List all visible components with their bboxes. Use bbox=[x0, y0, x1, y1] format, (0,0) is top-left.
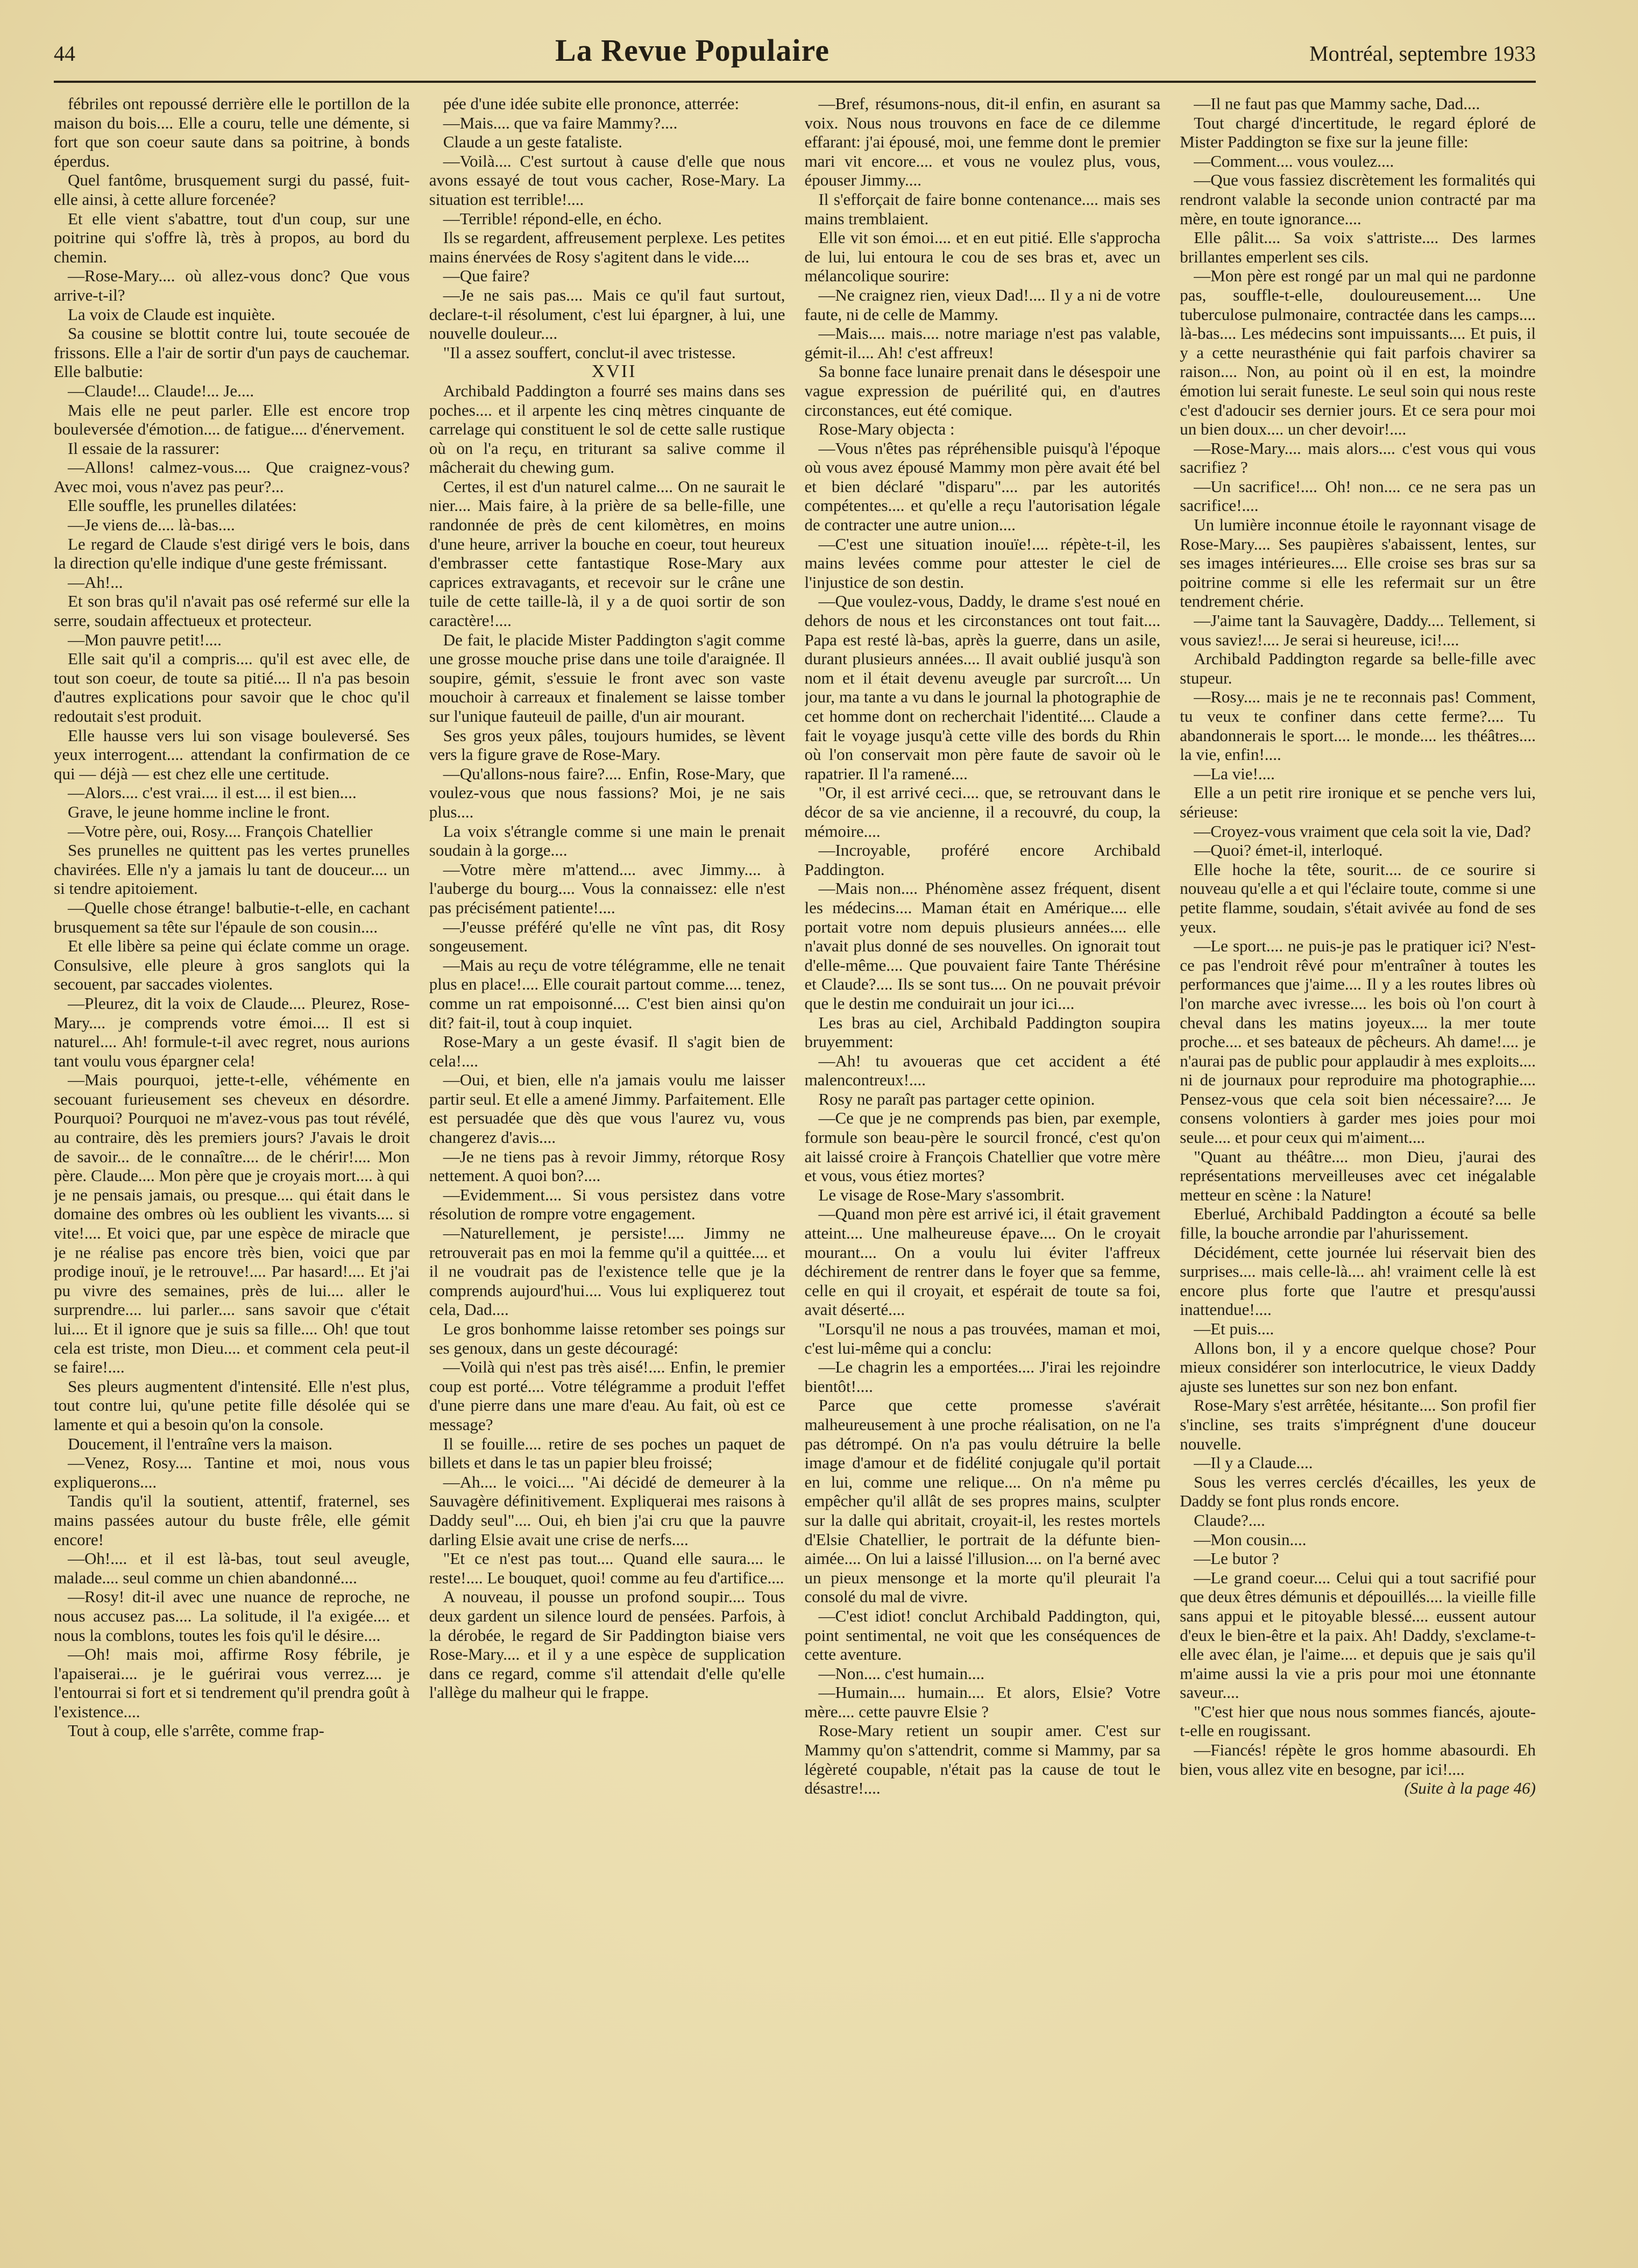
paragraph: Rose-Mary retient un soupir amer. C'est sur Mammy qu'on s'attendrit, comme si Mammy, par sa légèreté coupable, n'était pas la cause de tout le désastre!.... bbox=[804, 1721, 1161, 1798]
paragraph: —Ce que je ne comprends pas bien, par exemple, formule son beau-père le sourcil froncé, c'est qu'on ait laissé croire à François Chatellier que votre mère et vous, vous étiez mortes? bbox=[804, 1108, 1161, 1185]
paragraph: —Votre père, oui, Rosy.... François Chatellier bbox=[68, 821, 373, 841]
paragraph: Et elle vient s'abattre, tout d'un coup, sur une poitrine qui s'offre là, très à propos, au bord du chemin. bbox=[54, 209, 410, 266]
paragraph: —Mais non.... Phénomène assez fréquent, disent les médecins.... Maman était en Amérique.... elle portait votre nom depuis plusieurs années.... elle n'avait plus donné de ses nouvelles. On ignorait tout d'elle-même.... Que pouvaient faire Tante Thérésine et Claude?.... Ils se sont tus.... On ne pouvait prévoir que le destin me conduirait un jour ici.... bbox=[804, 879, 1161, 1013]
paragraph: Claude?.... bbox=[1194, 1510, 1265, 1530]
paragraph: —Je ne sais pas.... Mais ce qu'il faut surtout, declare-t-il résolument, c'est lui épargner, à lui, une nouvelle douleur.... bbox=[429, 285, 785, 343]
paragraph: —Comment.... vous voulez.... bbox=[1194, 151, 1394, 170]
paragraph: Ses gros yeux pâles, toujours humides, se lèvent vers la figure grave de Rose-Mary. bbox=[429, 726, 785, 764]
paragraph: pée d'une idée subite elle prononce, atterrée: bbox=[443, 94, 740, 113]
paragraph: Il s'efforçait de faire bonne contenance.... mais ses mains tremblaient. bbox=[804, 189, 1161, 228]
paragraph: —Mais.... que va faire Mammy?.... bbox=[443, 113, 678, 132]
paragraph: —Que vous fassiez discrètement les formalités qui rendront valable la seconde union contracté par ma mère, en toute ignorance.... bbox=[1180, 170, 1536, 228]
paragraph: Tandis qu'il la soutient, attentif, fraternel, ses mains passées autour du buste frêle, elle gémit encore! bbox=[54, 1491, 410, 1549]
paragraph: Claude a un geste fataliste. bbox=[443, 132, 622, 152]
paragraph: —Incroyable, proféré encore Archibald Paddington. bbox=[804, 841, 1161, 879]
paragraph: —Ah.... le voici.... "Ai décidé de demeurer à la Sauvagère définitivement. Expliquerai mes raisons à Daddy seul".... Oui, eh bien j'ai cru que la pauvre darling Elsie avait une crise de nerfs.... bbox=[429, 1472, 785, 1549]
paragraph: —La vie!.... bbox=[1194, 764, 1275, 783]
paragraph: Tout à coup, elle s'arrête, comme frap- bbox=[68, 1721, 324, 1740]
paragraph: —Ah! tu avoueras que cet accident a été malencontreux!.... bbox=[804, 1051, 1161, 1090]
paragraph: —Alors.... c'est vrai.... il est.... il est bien.... bbox=[68, 783, 357, 802]
paragraph: —Mais pourquoi, jette-t-elle, véhémente en secouant furieusement ses cheveux en désordre. Pourquoi? Pourquoi ne m'avez-vous pas tout révélé, au contraire, dès les premiers jours? J'avais le droit de savoir... de le connaître.... de le chérir!.... Mon père. Claude.... Mon père que je croyais mort.... à qui je ne pensais jamais, ou presque.... qui était dans le domaine des ombres où les oublient les vivants.... si vite!.... Et voici que, par une espèce de miracle que je ne réalise pas encore très bien, voici que par prodige inouï, je le retrouve!.... Par hasard!.... Et j'ai pu vivre des semaines, près de lui.... aller le surprendre.... lui parler.... sans savoir que c'était lui.... Et il ignore que je suis sa fille.... Oh! que tout cela est triste, mon Dieu.... et comment cela peut-il se faire!.... bbox=[54, 1070, 410, 1377]
article-columns bbox=[54, 94, 1536, 2221]
paragraph: Décidément, cette journée lui réservait bien des surprises.... mais celle-là.... ah! vraiment celle là est encore plus forte que l'autre et presqu'aussi inattendue!.... bbox=[1180, 1242, 1536, 1319]
paragraph: Ils se regardent, affreusement perplexe. Les petites mains énervées de Rosy s'agitent dans le vide.... bbox=[429, 228, 785, 266]
paragraph: Et son bras qu'il n'avait pas osé refermé sur elle la serre, soudain affectueux et protecteur. bbox=[54, 592, 410, 630]
paragraph: —Croyez-vous vraiment que cela soit la vie, Dad? bbox=[1194, 821, 1531, 841]
paragraph: Archibald Paddington a fourré ses mains dans ses poches.... et il arpente les cinq mètres cinquante de carrelage qui constituent le sol de cette salle rustique où on l'a reçu, en triturant sa salive comme il mâcherait du chewing gum. bbox=[429, 381, 785, 477]
paragraph: —Allons! calmez-vous.... Que craignez-vous? Avec moi, vous n'avez pas peur?... bbox=[54, 458, 410, 496]
paragraph: —Que faire? bbox=[443, 266, 530, 286]
paragraph: —Rose-Mary.... mais alors.... c'est vous qui vous sacrifiez ? bbox=[1180, 438, 1536, 477]
paragraph: —Ne craignez rien, vieux Dad!.... Il y a ni de votre faute, ni de celle de Mammy. bbox=[804, 285, 1161, 324]
paragraph: —Quoi? émet-il, interloqué. bbox=[1194, 841, 1383, 860]
paragraph: —Ah!... bbox=[68, 572, 123, 592]
paragraph: Un lumière inconnue étoile le rayonnant visage de Rose-Mary.... Ses paupières s'abaissent, lentes, sur ses images intérieures.... Elle croise ses bras sur sa poitrine comme si elle les refermait sur un être tendrement chérie. bbox=[1180, 515, 1536, 611]
paragraph: —C'est idiot! conclut Archibald Paddington, qui, point sentimental, ne voit que les conséquences de cette aventure. bbox=[804, 1606, 1161, 1664]
paragraph: —Quelle chose étrange! balbutie-t-elle, en cachant brusquement sa tête sur l'épaule de son cousin.... bbox=[54, 898, 410, 936]
paragraph: A nouveau, il pousse un profond soupir.... Tous deux gardent un silence lourd de pensées. Parfois, à la dérobée, le regard de Sir Paddington biaise vers Rose-Mary.... et il y a une espèce de supplication dans ce regard, comme s'il attendait d'elle qu'elle l'allège du malheur qui le frappe. bbox=[429, 1587, 785, 1702]
paragraph: —Humain.... humain.... Et alors, Elsie? Votre mère.... cette pauvre Elsie ? bbox=[804, 1683, 1161, 1721]
paragraph: —Le butor ? bbox=[1194, 1549, 1279, 1568]
paragraph: "Or, il est arrivé ceci.... que, se retrouvant dans le décor de sa vie ancienne, il a recouvré, du coup, la mémoire.... bbox=[804, 783, 1161, 841]
paragraph: —Qu'allons-nous faire?.... Enfin, Rose-Mary, que voulez-vous que nous fassions? Moi, je ne sais plus.... bbox=[429, 764, 785, 821]
paragraph: De fait, le placide Mister Paddington s'agit comme une grosse mouche prise dans une toile d'araignée. Il soupire, gémit, s'essuie le front avec son vaste mouchoir à carreaux et finalement se laisse tomber sur l'unique fauteuil de paille, d'un air mourant. bbox=[429, 630, 785, 726]
paragraph: —Rosy.... mais je ne te reconnais pas! Comment, tu veux te confiner dans cette ferme?.... Tu abandonnerais le sport.... le monde.... les théâtres.... la vie, enfin!.... bbox=[1180, 687, 1536, 764]
paragraph: Rose-Mary a un geste évasif. Il s'agit bien de cela!.... bbox=[429, 1032, 785, 1070]
paragraph: —Pleurez, dit la voix de Claude.... Pleurez, Rose-Mary.... je comprends votre émoi.... Il est si naturel.... Ah! formule-t-il avec regret, nous aurions tant voulu vous épargner cela! bbox=[54, 993, 410, 1070]
page-number: 44 bbox=[54, 41, 75, 66]
paragraph: Sa bonne face lunaire prenait dans le désespoir une vague expression de puérilité qui, en d'autres circonstances, eut été comique. bbox=[804, 362, 1161, 420]
paragraph: —Bref, résumons-nous, dit-il enfin, en asurant sa voix. Nous nous trouvons en face de ce dilemme effarant: j'ai épousé, moi, une femme dont le premier mari vit encore.... et vous ne voulez plus, vous, épouser Jimmy.... bbox=[804, 94, 1161, 190]
text-column-3 bbox=[805, 94, 1161, 2221]
paragraph: Ses prunelles ne quittent pas les vertes prunelles chavirées. Elle n'y a jamais lu tant de douceur.... un si tendre apitoiement. bbox=[54, 841, 410, 898]
paragraph: —Le sport.... ne puis-je pas le pratiquer ici? N'est-ce pas l'endroit rêvé pour m'entraîner à toutes les performances que j'aime.... Il y a les routes libres où l'on marche avec ivresse.... les bois où l'on court à cheval dans les matins joyeux.... la mer toute proche.... et ses bateaux de pêcheurs. Ah dame!.... je n'aurai pas de public pour applaudir à mes exploits.... ni de journaux pour reproduire ma photographie.... Pensez-vous que cela soit bien nécessaire?.... Je consens volontiers à garder mes joies pour moi seule.... et pour ceux qui m'aiment.... bbox=[1180, 936, 1536, 1147]
magazine-title: La Revue Populaire bbox=[555, 33, 829, 68]
paragraph: Mais elle ne peut parler. Elle est encore trop bouleversée d'émotion.... de fatigue.... d'énervement. bbox=[54, 400, 410, 439]
paragraph: —Rose-Mary.... où allez-vous donc? Que vous arrive-t-il? bbox=[54, 266, 410, 304]
paragraph: —C'est une situation inouïe!.... répète-t-il, les mains levées comme pour attester le ciel de l'injustice de son destin. bbox=[804, 534, 1161, 592]
continuation-note: (Suite à la page 46) bbox=[1404, 1779, 1536, 1798]
paragraph: —Mais.... mais.... notre mariage n'est pas valable, gémit-il.... Ah! c'est affreux! bbox=[804, 324, 1161, 362]
paragraph: —Mon père est rongé par un mal qui ne pardonne pas, souffle-t-elle, douloureusement.... Une tuberculose pulmonaire, contractée dans les camps.... là-bas.... Les médecins sont impuissants.... Et puis, il y a cette neurasthénie qui fait parfois chavirer sa raison.... Non, au point où il en est, la moindre émotion lui serait funeste. Le seul soin qui nous reste c'est d'adoucir ses dernier jours. Et ce sera pour moi un bien doux.... un cher devoir!.... bbox=[1180, 266, 1536, 439]
paragraph: —Je ne tiens pas à revoir Jimmy, rétorque Rosy nettement. A quoi bon?.... bbox=[429, 1147, 785, 1185]
paragraph: —Venez, Rosy.... Tantine et moi, nous vous expliquerons.... bbox=[54, 1453, 410, 1491]
text-column-4 bbox=[1180, 94, 1536, 2221]
paragraph: Archibald Paddington regarde sa belle-fille avec stupeur. bbox=[1180, 649, 1536, 687]
paragraph: "C'est hier que nous nous sommes fiancés, ajoute-t-elle en rougissant. bbox=[1180, 1702, 1536, 1740]
paragraph: Le regard de Claude s'est dirigé vers le bois, dans la direction qu'elle indique d'une geste frémissant. bbox=[54, 534, 410, 573]
paragraph: "Lorsqu'il ne nous a pas trouvées, maman et moi, c'est lui-même qui a conclu: bbox=[804, 1319, 1161, 1357]
header-rule bbox=[54, 81, 1536, 83]
paragraph: —Il ne faut pas que Mammy sache, Dad.... bbox=[1194, 94, 1480, 113]
paragraph: "Quant au théâtre.... mon Dieu, j'aurai des représentations merveilleuses avec cet inégalable metteur en scène : la Nature! bbox=[1180, 1147, 1536, 1204]
paragraph: Elle a un petit rire ironique et se penche vers lui, sérieuse: bbox=[1180, 783, 1536, 821]
paragraph: Tout chargé d'incertitude, le regard éploré de Mister Paddington se fixe sur la jeune fille: bbox=[1180, 113, 1536, 152]
paragraph: —Il y a Claude.... bbox=[1194, 1453, 1313, 1473]
paragraph: Il se fouille.... retire de ses poches un paquet de billets et dans le tas un papier bleu froissé; bbox=[429, 1434, 785, 1473]
paragraph: Et elle libère sa peine qui éclate comme un orage. Consulsive, elle pleure à gros sanglots qui la secouent, par saccades violentes. bbox=[54, 936, 410, 994]
paragraph: —Votre mère m'attend.... avec Jimmy.... à l'auberge du bourg.... Vous la connaissez: elle n'est pas précisément patiente!.... bbox=[429, 859, 785, 917]
paragraph: —Le chagrin les a emportées.... J'irai les rejoindre bientôt!.... bbox=[804, 1357, 1161, 1396]
paragraph: —Oui, et bien, elle n'a jamais voulu me laisser partir seul. Et elle a amené Jimmy. Parfaitement. Elle est persuadée que dès que vous l'aurez vu, vous changerez d'avis.... bbox=[429, 1070, 785, 1147]
chapter-heading: XVII bbox=[591, 361, 637, 382]
paragraph: Rosy ne paraît pas partager cette opinion. bbox=[818, 1089, 1095, 1108]
paragraph: Elle hausse vers lui son visage bouleversé. Ses yeux interrogent.... attendant la confirmation de ce qui — déjà — est chez elle une certitude. bbox=[54, 726, 410, 783]
paragraph: —Rosy! dit-il avec une nuance de reproche, ne nous accusez pas.... La solitude, il l'a exigée.... et nous la comblons, toutes les fois qu'il le désire.... bbox=[54, 1587, 410, 1645]
paragraph: "Il a assez souffert, conclut-il avec tristesse. bbox=[443, 343, 736, 362]
paragraph: Il essaie de la rassurer: bbox=[68, 438, 220, 458]
paragraph: La voix de Claude est inquiète. bbox=[68, 304, 275, 324]
paragraph: Allons bon, il y a encore quelque chose? Pour mieux considérer son interlocutrice, le vieux Daddy ajuste ses lunettes sur son nez bon enfant. bbox=[1180, 1338, 1536, 1396]
paragraph: —Quand mon père est arrivé ici, il était gravement atteint.... Une malheureuse épave.... On le croyait mourant.... On a voulu lui éviter l'affreux déchirement de rentrer dans le foyer que sa femme, celle en qui il croyait, et espérait de toute sa foi, avait déserté.... bbox=[804, 1204, 1161, 1319]
paragraph: Parce que cette promesse s'avérait malheureusement à une proche réalisation, on ne l'a pas détrompé. On n'a pas voulu détruire la belle image d'amour et de fidélité conjugale qu'il portait en lui, comme une relique.... On n'a même pu empêcher qu'il allât de ses propres mains, sculpter sur la dalle qui abritait, croyait-il, les restes mortels d'Elsie Chatellier, le portrait de la défunte bien-aimée.... On lui a laissé l'illusion.... on l'a berné avec un pieux mensonge et la morte qu'il pleurait l'a consolé du mal de vivre. bbox=[804, 1396, 1161, 1606]
paragraph: Ses pleurs augmentent d'intensité. Elle n'est plus, tout contre lui, qu'une petite fille désolée qui se lamente et qui a besoin qu'on la console. bbox=[54, 1376, 410, 1434]
paragraph: —Vous n'êtes pas répréhensible puisqu'à l'époque où vous avez épousé Mammy mon père avait été bel et bien déclaré "disparu".... par les autorités compétentes.... et qu'elle a reçu l'autorisation légale de contracter une autre union.... bbox=[804, 438, 1161, 535]
paragraph: —J'eusse préféré qu'elle ne vînt pas, dit Rosy songeusement. bbox=[429, 917, 785, 956]
paragraph: Le visage de Rose-Mary s'assombrit. bbox=[818, 1185, 1065, 1204]
paragraph: fébriles ont repoussé derrière elle le portillon de la maison du bois.... Elle a couru, telle une démente, si fort que son coeur saute dans sa poitrine, à bonds éperdus. bbox=[54, 94, 410, 170]
paragraph: —Mais au reçu de votre télégramme, elle ne tenait plus en place!.... Elle courait partout comme.... tenez, comme un rat empoisonné.... C'est bien ainsi qu'on dit? fait-il, tout à coup inquiet. bbox=[429, 955, 785, 1032]
paragraph: Elle hoche la tête, sourit.... de ce sourire si nouveau qu'elle a et qui l'éclaire toute, comme si une petite flamme, soudain, s'était avivée au fond de ses yeux. bbox=[1180, 859, 1536, 936]
paragraph: —Evidemment.... Si vous persistez dans votre résolution de rompre votre engagement. bbox=[429, 1185, 785, 1224]
paragraph: —Un sacrifice!.... Oh! non.... ce ne sera pas un sacrifice!.... bbox=[1180, 477, 1536, 515]
paragraph: Doucement, il l'entraîne vers la maison. bbox=[68, 1434, 332, 1453]
paragraph: —Oh! mais moi, affirme Rosy fébrile, je l'apaiserai.... je le guérirai vous verrez.... je l'entourrai si fort et si tendrement qu'il prendra goût à l'existence.... bbox=[54, 1645, 410, 1721]
paragraph: —Non.... c'est humain.... bbox=[818, 1663, 985, 1683]
paragraph: Rose-Mary objecta : bbox=[818, 420, 955, 439]
paragraph: —Et puis.... bbox=[1194, 1319, 1274, 1338]
paragraph: —Voilà.... C'est surtout à cause d'elle que nous avons essayé de tout vous cacher, Rose-Mary. La situation est terrible!.... bbox=[429, 151, 785, 209]
paragraph: —Naturellement, je persiste!.... Jimmy ne retrouverait pas en moi la femme qu'il a quittée.... et il ne voudrait pas de l'existence telle que je la comprends aujourd'hui.... Vous lui expliquerez tout cela, Dad.... bbox=[429, 1224, 785, 1319]
text-column-2 bbox=[429, 94, 785, 2221]
paragraph: —J'aime tant la Sauvagère, Daddy.... Tellement, si vous saviez!.... Je serai si heureuse, ici!.... bbox=[1180, 611, 1536, 649]
paragraph: —Mon pauvre petit!.... bbox=[68, 630, 222, 649]
paragraph: Quel fantôme, brusquement surgi du passé, fuit-elle ainsi, à cette allure forcenée? bbox=[54, 170, 410, 209]
paragraph: Les bras au ciel, Archibald Paddington soupira bruyemment: bbox=[804, 1013, 1161, 1051]
paragraph: —Mon cousin.... bbox=[1194, 1530, 1307, 1549]
paragraph: Sous les verres cerclés d'écailles, les yeux de Daddy se font plus ronds encore. bbox=[1180, 1472, 1536, 1511]
text-column-1 bbox=[54, 94, 410, 2221]
paragraph: —Claude!... Claude!... Je.... bbox=[68, 381, 254, 400]
paragraph: Elle vit son émoi.... et en eut pitié. Elle s'approcha de lui, lui entoura le cou de ses bras et, avec un mélancolique sourire: bbox=[804, 228, 1161, 286]
paragraph: Elle pâlit.... Sa voix s'attriste.... Des larmes brillantes emperlent ses cils. bbox=[1180, 228, 1536, 266]
paragraph: Eberlué, Archibald Paddington a écouté sa belle fille, la bouche arrondie par l'ahurissement. bbox=[1180, 1204, 1536, 1243]
paragraph: La voix s'étrangle comme si une main le prenait soudain à la gorge.... bbox=[429, 821, 785, 860]
paragraph: —Le grand coeur.... Celui qui a tout sacrifié pour que deux êtres démunis et dépouillés.... la vieille fille sans appui et le pitoyable blessé.... eussent autour d'eux le bien-être et la paix. Ah! Daddy, s'exclame-t-elle avec élan, je l'aime.... et depuis que je sais qu'il m'aime aussi la vie a pris pour moi une étonnante saveur.... bbox=[1180, 1568, 1536, 1702]
page-header bbox=[54, 32, 1536, 81]
paragraph: Certes, il est d'un naturel calme.... On ne saurait le nier.... Mais faire, à la prière de sa belle-fille, une randonnée de près de cent kilomètres, en moins d'une heure, arriver la bouche en coeur, tout heureux d'embrasser cette fantastique Rose-Mary aux caprices extravagants, et recevoir sur le crâne une tuile de cette taille-là, il y a de quoi sortir de son caractère!.... bbox=[429, 477, 785, 630]
paragraph: Sa cousine se blottit contre lui, toute secouée de frissons. Elle a l'air de sortir d'un pays de cauchemar. Elle balbutie: bbox=[54, 324, 410, 381]
paragraph: —Voilà qui n'est pas très aisé!.... Enfin, le premier coup est porté.... Votre télégramme a produit l'effet d'une pierre dans une mare d'eau. Au fait, où est ce message? bbox=[429, 1357, 785, 1434]
paragraph: Le gros bonhomme laisse retomber ses poings sur ses genoux, dans un geste découragé: bbox=[429, 1319, 785, 1357]
paragraph: —Que voulez-vous, Daddy, le drame s'est noué en dehors de nous et les circonstances ont tout fait.... Papa est resté là-bas, après la guerre, dans un asile, durant plusieurs années.... Il avait oublié jusqu'à son nom et il était devenu aveugle par surcroît.... Un jour, ma tante a vu dans le journal la photographie de cet homme dont on recherchait l'identité.... Claude a fait le voyage jusqu'à cette ville des bords du Rhin où l'on conservait mon père faute de savoir où le rapatrier. Il l'a ramené.... bbox=[804, 592, 1161, 783]
paragraph: —Oh!.... et il est là-bas, tout seul aveugle, malade.... seul comme un chien abandonné.... bbox=[54, 1549, 410, 1587]
paragraph: —Je viens de.... là-bas.... bbox=[68, 515, 235, 535]
paragraph: Elle souffle, les prunelles dilatées: bbox=[68, 496, 297, 515]
paragraph: Elle sait qu'il a compris.... qu'il est avec elle, de tout son coeur, de toute sa pitié.... Il n'a pas besoin d'autres explications pour savoir que le choc qu'il redoutait s'est produit. bbox=[54, 649, 410, 726]
paragraph: Rose-Mary s'est arrêtée, hésitante.... Son profil fier s'incline, ses traits s'imprégnent d'une douceur nouvelle. bbox=[1180, 1396, 1536, 1453]
issue-date: Montréal, septembre 1933 bbox=[1309, 41, 1536, 66]
paragraph: —Terrible! répond-elle, en écho. bbox=[443, 209, 662, 228]
paragraph: "Et ce n'est pas tout.... Quand elle saura.... le reste!.... Le bouquet, quoi! comme au feu d'artifice.... bbox=[429, 1549, 785, 1587]
paragraph: —Fiancés! répète le gros homme abasourdi. Eh bien, vous allez vite en besogne, par ici!.... bbox=[1180, 1740, 1536, 1779]
paragraph: Grave, le jeune homme incline le front. bbox=[68, 802, 330, 821]
